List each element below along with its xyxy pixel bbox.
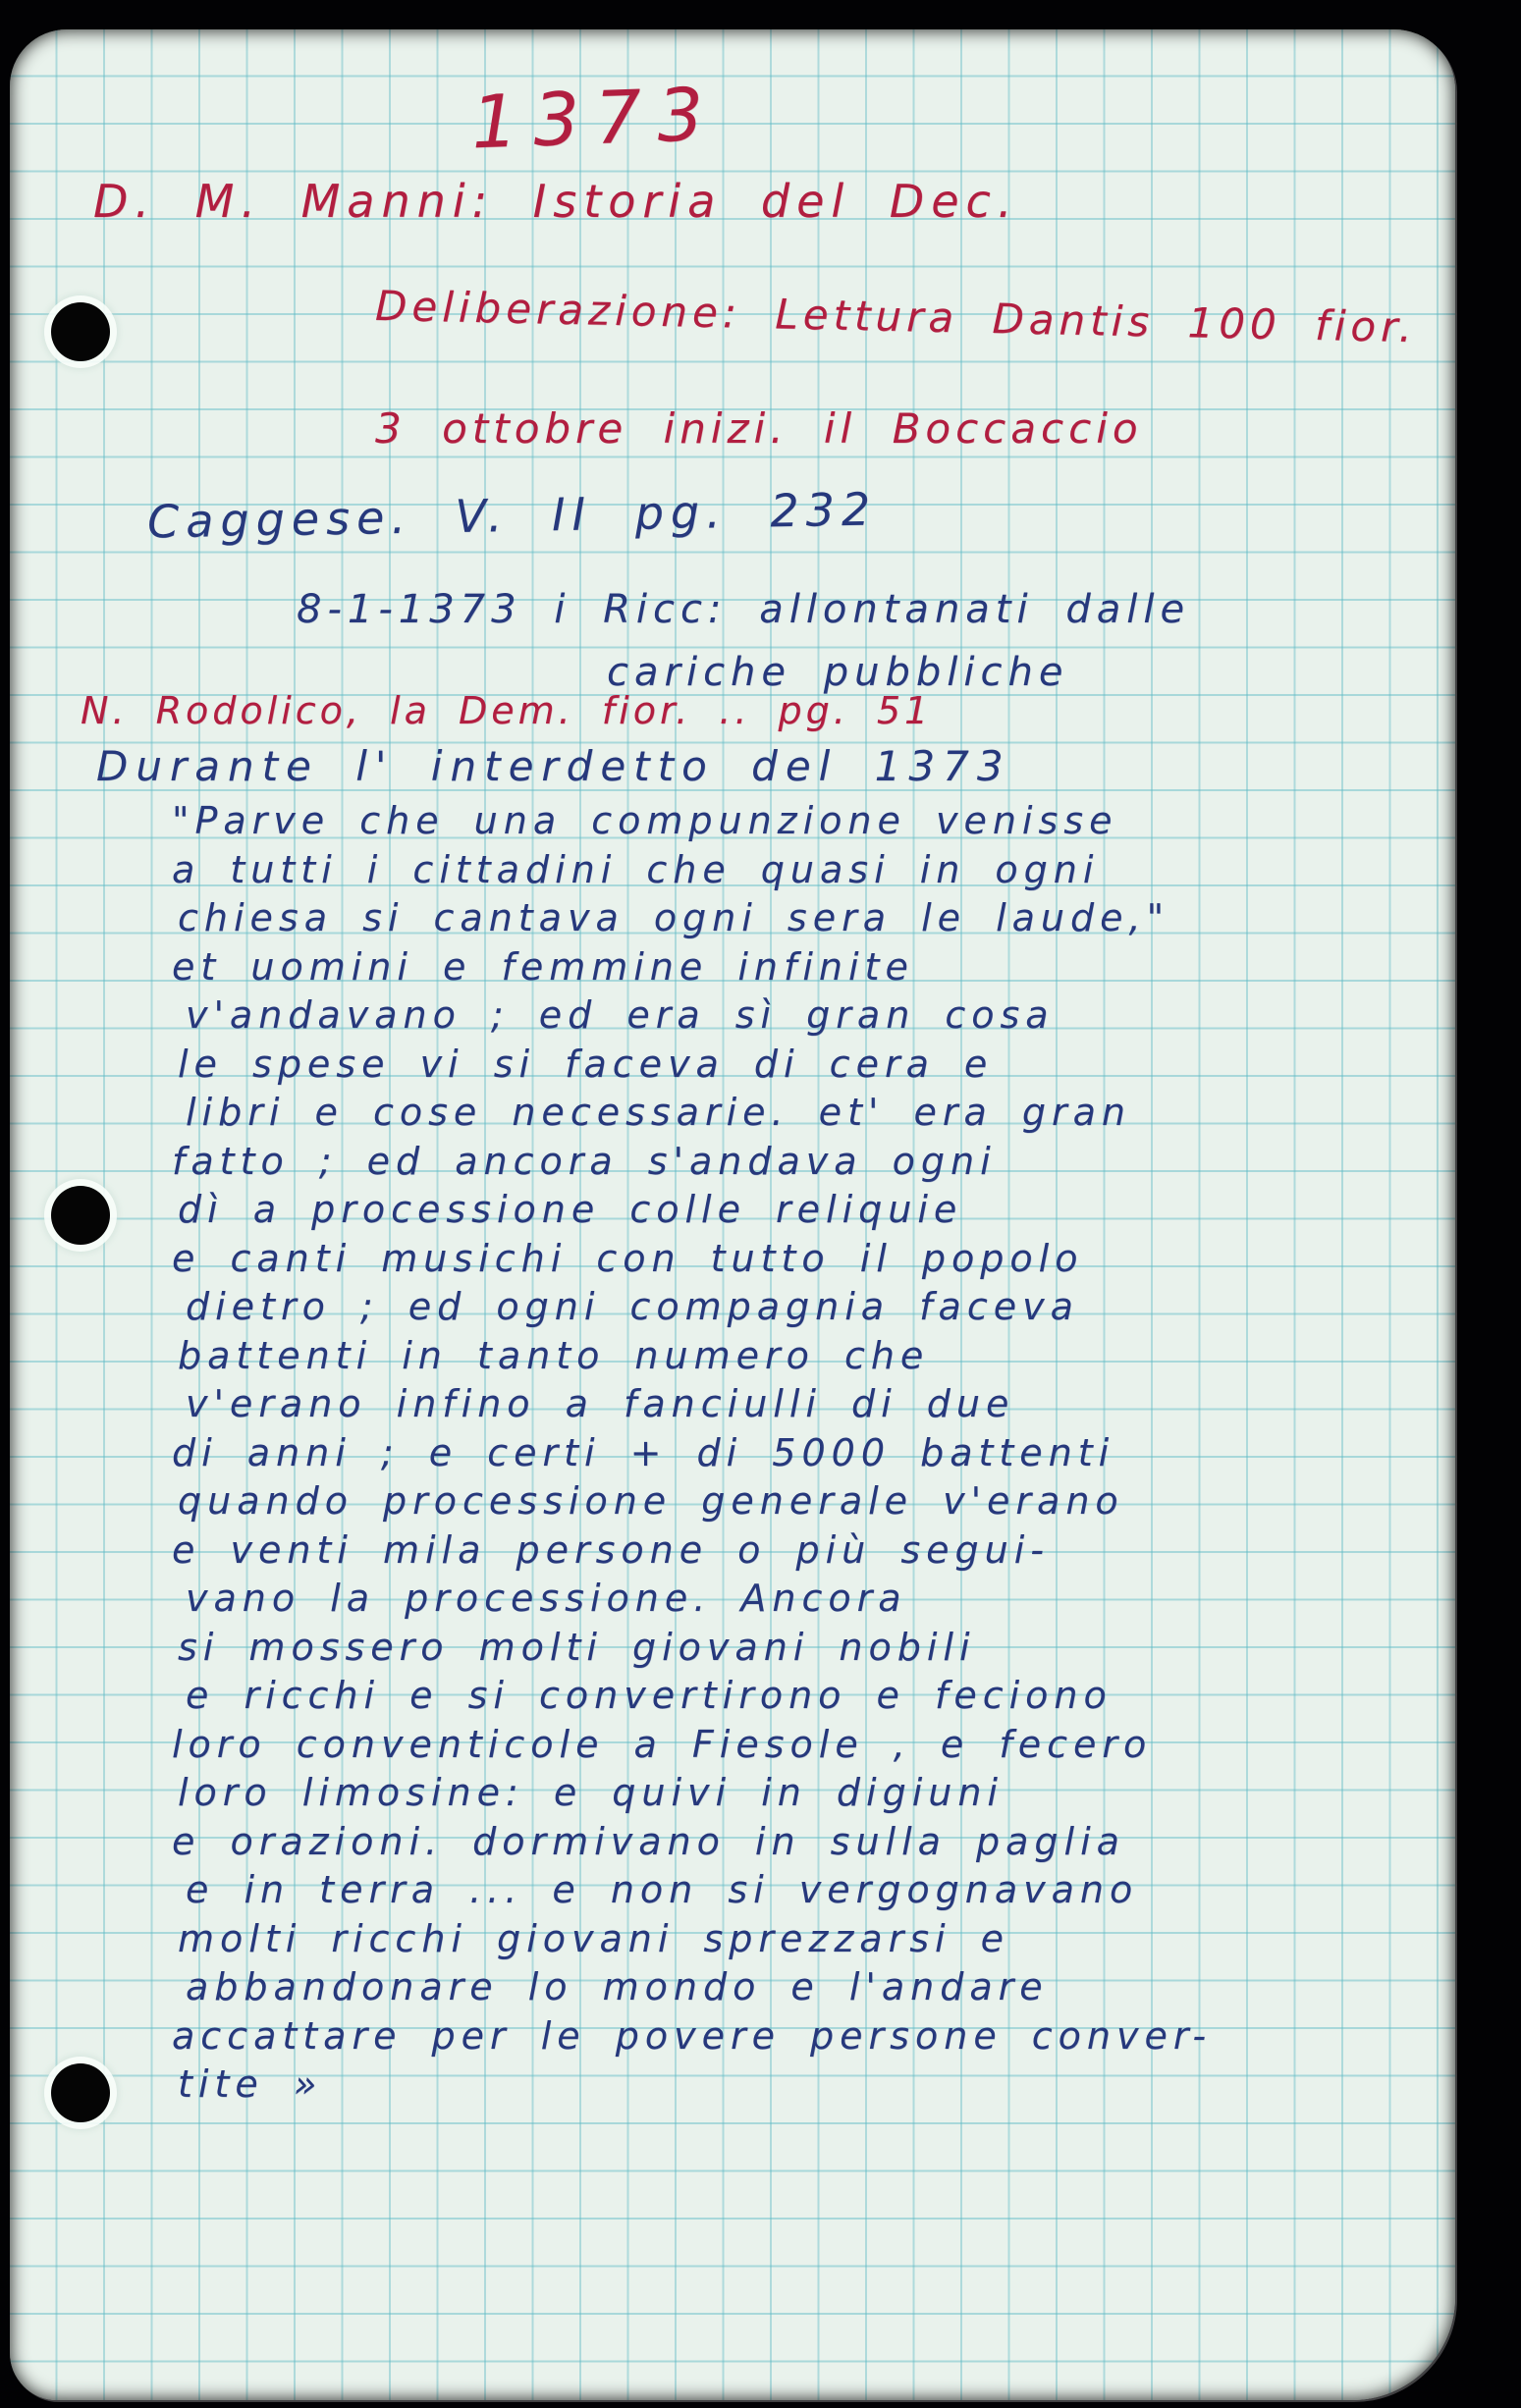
punch-hole-top [51, 302, 110, 361]
header-deliberation-line: Deliberazione: Lettura Dantis 100 fior. [374, 281, 1418, 352]
quote-line: vano la processione. Ancora [186, 1577, 907, 1620]
quote-line: chiesa si cantava ogni sera le laude," [178, 896, 1170, 939]
quote-line: le spese vi si faceva di cera e [178, 1042, 994, 1086]
header-author-title: D. M. Manni: Istoria del Dec. [93, 175, 1019, 228]
quote-line: abbandonare lo mondo e l'andare [186, 1965, 1049, 2008]
punch-hole-middle [51, 1186, 110, 1245]
quote-line: v'andavano ; ed era sì gran cosa [186, 993, 1055, 1037]
note-ricci-line1: 8-1-1373 i Ricc: allontanati dalle [297, 587, 1191, 632]
quote-line: e canti musichi con tutto il popolo [172, 1236, 1084, 1280]
quote-line: v'erano infino a fanciulli di due [186, 1382, 1015, 1425]
year-heading: 1373 [469, 72, 721, 166]
quote-line: a tutti i cittadini che quasi in ogni [172, 847, 1100, 891]
quote-line: di anni ; e certi + di 5000 battenti [172, 1430, 1115, 1474]
quote-line: libri e cose necessarie. et' era gran [186, 1091, 1131, 1134]
quote-line: "Parve che una compunzione venisse [172, 799, 1118, 842]
quote-intro-line: Durante l' interdetto del 1373 [96, 742, 1011, 790]
note-ricci-line2: cariche pubbliche [607, 650, 1069, 695]
quote-line: fatto ; ed ancora s'andava ogni [172, 1139, 997, 1183]
quote-line: quando processione generale v'erano [178, 1479, 1124, 1523]
quote-line: molti ricchi giovani sprezzarsi e [178, 1916, 1010, 1960]
quote-line: et uomini e femmine infinite [172, 944, 914, 989]
header-date-line: 3 ottobre inizi. il Boccaccio [375, 404, 1143, 453]
reference-caggese: Caggese. V. II pg. 232 [146, 482, 878, 549]
notebook-page [10, 29, 1455, 2400]
quote-line: si mossero molti giovani nobili [178, 1625, 976, 1669]
punch-hole-bottom [51, 2063, 110, 2122]
quote-line: e ricchi e si convertirono e feciono [186, 1674, 1113, 1717]
reference-rodolico: N. Rodolico, la Dem. fior. .. pg. 51 [81, 689, 933, 732]
quote-line: e in terra ... e non si vergognavano [186, 1868, 1139, 1911]
quote-line: accattare per le povere persone conver- [172, 2013, 1213, 2058]
quotation-block [172, 797, 1448, 2110]
quote-line: tite » [178, 2062, 323, 2106]
quote-line: e venti mila persone o più segui- [172, 1527, 1050, 1572]
quote-line: dietro ; ed ogni compagnia faceva [186, 1285, 1079, 1328]
quote-line: battenti in tanto numero che [178, 1333, 930, 1377]
quote-line: loro conventicole a Fiesole , e fecero [172, 1722, 1153, 1766]
quote-line: e orazioni. dormivano in sulla paglia [172, 1819, 1125, 1863]
quote-line: loro limosine: e quivi in digiuni [178, 1771, 1004, 1814]
quote-line: dì a processione colle reliquie [178, 1188, 963, 1231]
